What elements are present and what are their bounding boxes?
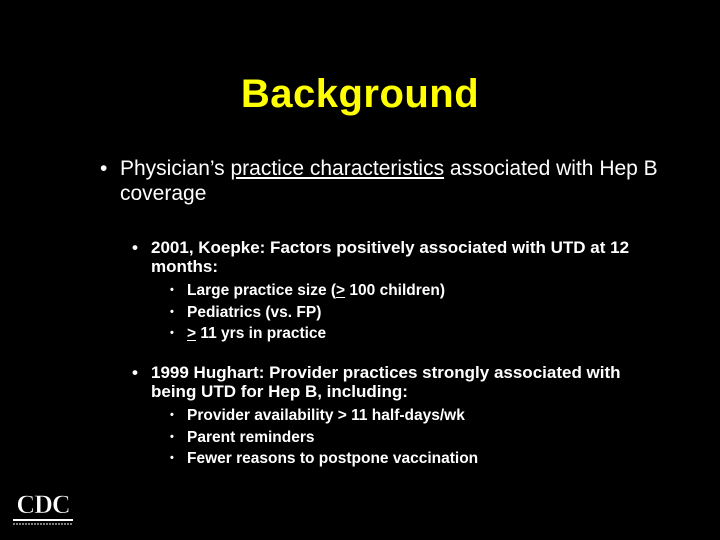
sub-bullet-koepke (132, 238, 652, 276)
item-text-part: 11 yrs in practice (196, 325, 327, 342)
slide-title: Background (240, 72, 480, 116)
cdc-logo-text: CDC (16, 490, 70, 519)
bullet-mark: • (170, 431, 174, 443)
item-text-part: 100 children) (345, 282, 446, 299)
bullet-physician-practice (100, 156, 680, 206)
bullet-mark: • (132, 238, 138, 257)
item-text: Pediatrics (vs. FP) (187, 304, 322, 321)
bullet-text-part: associated with Hep B coverage (120, 157, 658, 205)
bullet-text (120, 156, 680, 206)
bullet-mark: • (170, 327, 174, 339)
cdc-logo-graphic (11, 482, 75, 530)
underlined-phrase: practice characteristics (230, 157, 445, 180)
sub-bullet-hughart (132, 363, 652, 401)
cdc-logo-icon (11, 482, 75, 530)
item-text: Parent reminders (187, 429, 315, 446)
sub-bullet-text: 2001, Koepke: Factors positively associated with UTD at 12 months: (151, 238, 630, 276)
item-large-practice-size (170, 280, 630, 301)
ge-symbol: > (336, 282, 346, 299)
item-fewer-reasons (170, 448, 630, 469)
ge-symbol: > (187, 325, 197, 342)
item-pediatrics (170, 302, 630, 323)
item-text: Provider availability > 11 half-days/wk (187, 407, 465, 424)
item-years-in-practice (170, 323, 630, 344)
bullet-mark: • (170, 409, 174, 421)
bullet-mark: • (170, 284, 174, 296)
item-parent-reminders (170, 427, 630, 448)
bullet-mark: • (132, 363, 138, 382)
bullet-mark: • (170, 306, 174, 318)
item-text: Fewer reasons to postpone vaccination (187, 450, 479, 467)
bullet-mark: • (170, 452, 174, 464)
item-text (187, 280, 630, 301)
item-text (187, 323, 630, 344)
item-text-part: Large practice size ( (187, 282, 337, 299)
sub-bullet-text: 1999 Hughart: Provider practices strongly associated with being UTD for Hep B, including: (151, 363, 621, 401)
item-provider-availability (170, 405, 630, 426)
bullet-mark: • (100, 157, 108, 180)
bullet-text-part: Physician’s (120, 157, 231, 180)
